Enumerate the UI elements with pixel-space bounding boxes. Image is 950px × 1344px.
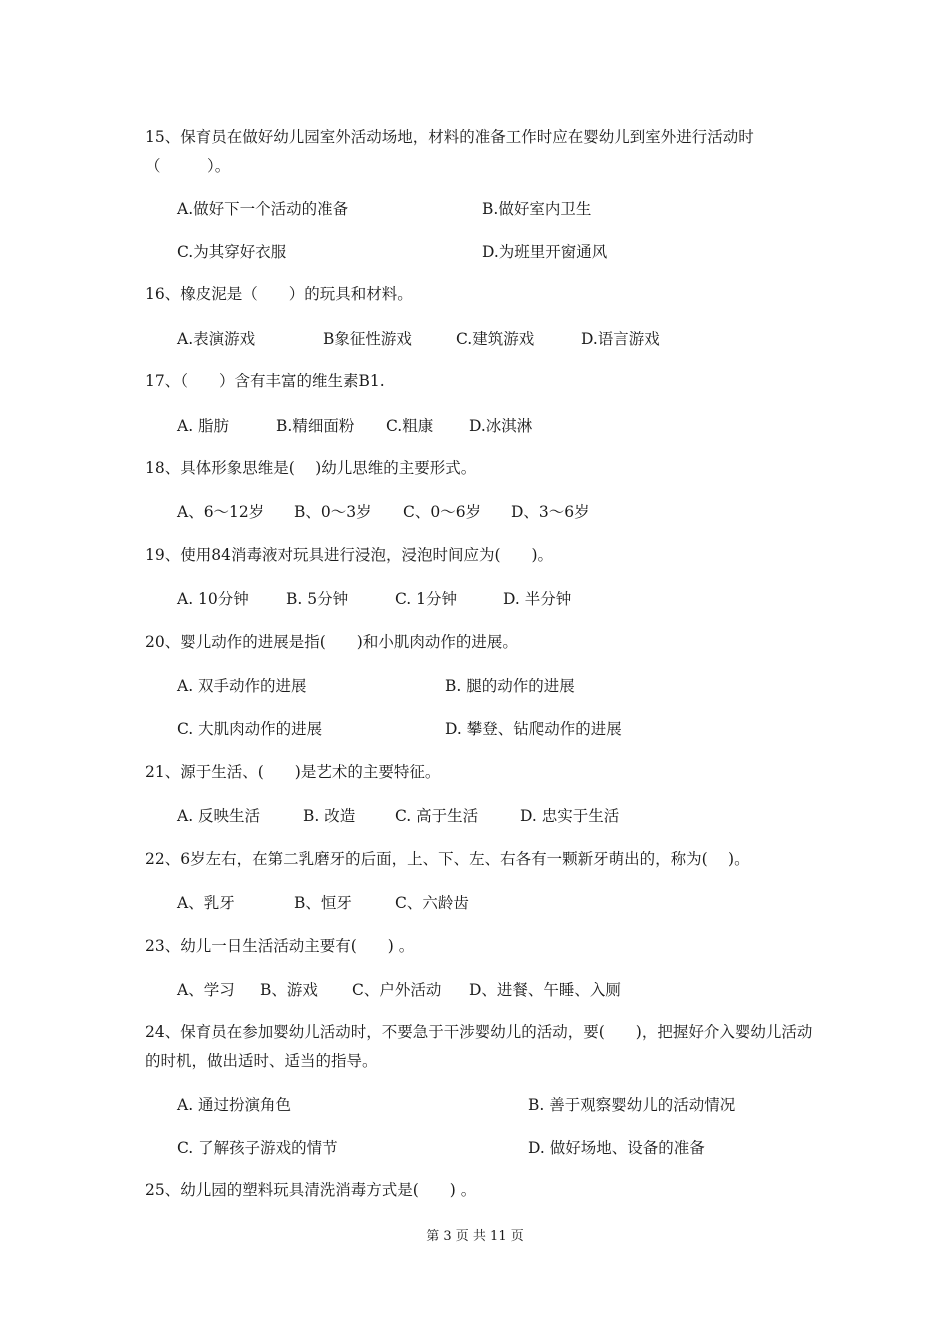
option: A、6～12岁 [177, 503, 265, 521]
option: B. 善于观察婴幼儿的活动情况 [528, 1096, 736, 1114]
option: D.冰淇淋 [469, 417, 533, 435]
question-25: 25、幼儿园的塑料玩具清洗消毒方式是( ) 。 [145, 1181, 477, 1199]
option: D、进餐、午睡、入厕 [469, 981, 621, 999]
option: C、户外活动 [352, 981, 442, 999]
option: C.粗康 [386, 417, 434, 435]
option: B、恒牙 [294, 894, 352, 912]
option: B. 5分钟 [286, 590, 349, 608]
option: D. 做好场地、设备的准备 [528, 1139, 705, 1157]
option: B. 改造 [303, 807, 356, 825]
option: B.精细面粉 [276, 417, 355, 435]
question-23: 23、幼儿一日生活活动主要有( ) 。 [145, 937, 415, 955]
option: D.语言游戏 [581, 330, 660, 348]
option: C. 了解孩子游戏的情节 [177, 1139, 338, 1157]
question-16: 16、橡皮泥是（ ）的玩具和材料。 [145, 285, 413, 303]
option: A.表演游戏 [177, 330, 256, 348]
question-24: 24、保育员在参加婴幼儿活动时，不要急于干涉婴幼儿的活动，要( )，把握好介入婴幼儿活动的时机，做出适时、适当的指导。 [145, 1023, 813, 1070]
option: D. 半分钟 [503, 590, 572, 608]
question-15: 15、保育员在做好幼儿园室外活动场地，材料的准备工作时应在婴幼儿到室外进行活动时（ ）。 [145, 128, 754, 175]
option: C、0～6岁 [403, 503, 482, 521]
option: A、乳牙 [177, 894, 235, 912]
option: B、0～3岁 [294, 503, 372, 521]
option: D. 攀登、钻爬动作的进展 [445, 720, 622, 738]
option: B. 腿的动作的进展 [445, 677, 575, 695]
question-18: 18、具体形象思维是( )幼儿思维的主要形式。 [145, 459, 477, 477]
option: A. 双手动作的进展 [177, 677, 307, 695]
option: C.为其穿好衣服 [177, 243, 287, 261]
option: C. 大肌肉动作的进展 [177, 720, 323, 738]
option: C. 高于生活 [395, 807, 479, 825]
option: A.做好下一个活动的准备 [177, 200, 349, 218]
page-number-footer: 第 3 页 共 11 页 [426, 1229, 524, 1244]
option: D、3～6岁 [511, 503, 590, 521]
option: A. 通过扮演角色 [177, 1096, 292, 1114]
option: B、游戏 [260, 981, 318, 999]
option: A. 脂肪 [177, 417, 230, 435]
option: A、学习 [177, 981, 235, 999]
option: D. 忠实于生活 [520, 807, 620, 825]
question-22: 22、6岁左右，在第二乳磨牙的后面，上、下、左、右各有一颗新牙萌出的，称为( )。 [145, 850, 750, 868]
option: B.做好室内卫生 [482, 200, 592, 218]
option: C、六龄齿 [395, 894, 469, 912]
question-17: 17、（ ）含有丰富的维生素B1. [145, 372, 385, 390]
option: C. 1分钟 [395, 590, 458, 608]
question-20: 20、婴儿动作的进展是指( )和小肌肉动作的进展。 [145, 633, 518, 651]
question-19: 19、使用84消毒液对玩具进行浸泡，浸泡时间应为( )。 [145, 546, 554, 564]
option: A. 10分钟 [177, 590, 249, 608]
option: C.建筑游戏 [456, 330, 535, 348]
option: B象征性游戏 [323, 330, 412, 348]
option: D.为班里开窗通风 [482, 243, 608, 261]
option: A. 反映生活 [177, 807, 261, 825]
question-21: 21、源于生活、( )是艺术的主要特征。 [145, 763, 441, 781]
